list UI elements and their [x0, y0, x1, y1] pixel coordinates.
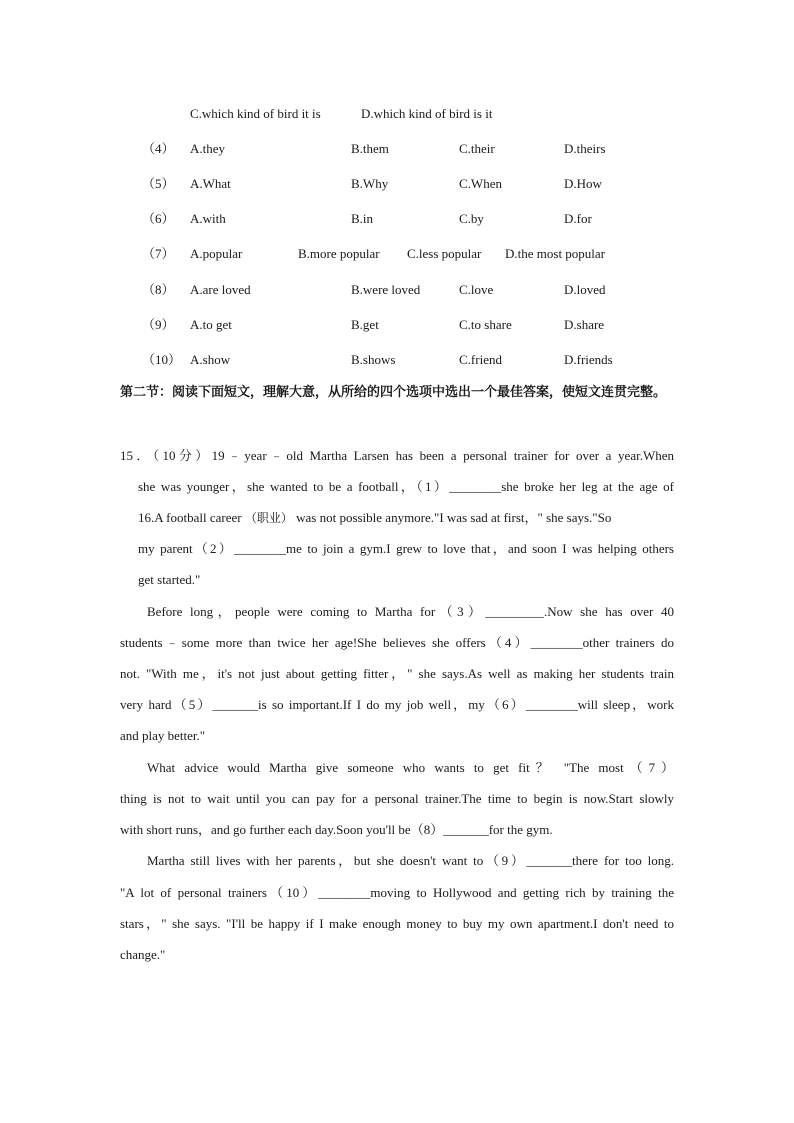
option-d: D.which kind of bird is it	[361, 106, 493, 121]
option-c: C.their	[459, 141, 495, 156]
chinese-gloss: （职业）	[244, 511, 293, 525]
passage-line: my parent（2）________me to join a gym.I grew to love that，and soon I was helping others	[138, 541, 674, 556]
passage-line: stars，" she says. "I'll be happy if I make enough money to buy my own apartment.I don't need to	[120, 916, 674, 931]
option-d: D.How	[564, 176, 602, 191]
option-c: C.When	[459, 176, 502, 191]
option-d: D.for	[564, 211, 592, 226]
passage-line: students﹣some more than twice her age!She believes she offers（4）________other trainers do	[120, 635, 674, 650]
question-number: （8）	[142, 282, 175, 297]
question-number: （6）	[142, 211, 175, 226]
option-d: D.theirs	[564, 141, 606, 156]
passage-line: change."	[120, 947, 166, 962]
option-d: D.the most popular	[505, 246, 606, 261]
option-c: C.less popular	[407, 246, 482, 261]
option-b: B.shows	[351, 352, 396, 367]
passage-line: she was younger，she wanted to be a football，（1）________she broke her leg at the age of	[138, 479, 674, 494]
option-b: B.more popular	[298, 246, 380, 261]
option-b: B.in	[351, 211, 374, 226]
option-c: C.friend	[459, 352, 502, 367]
option-a: A.popular	[190, 246, 243, 261]
passage-line: very hard（5）_______is so important.If I do my job well，my（6）________will sleep，work	[120, 697, 674, 712]
passage-line: What advice would Martha give someone who wants to get fit？ "The most（7）	[147, 760, 674, 775]
option-a: A.they	[190, 141, 226, 156]
option-c: C.love	[459, 282, 494, 297]
option-b: B.get	[351, 317, 379, 332]
option-row-4	[0, 139, 794, 159]
passage-line: with short runs，and go further each day.Soon you'll be（8）_______for the gym.	[120, 822, 553, 837]
option-d: D.share	[564, 317, 605, 332]
question-number: （9）	[142, 317, 175, 332]
passage-line: Martha still lives with her parents，but she doesn't want to（9）_______there for too long.	[147, 853, 674, 868]
option-row-6	[0, 209, 794, 229]
option-a: A.to get	[190, 317, 232, 332]
option-b: B.were loved	[351, 282, 421, 297]
option-c: C.which kind of bird it is	[190, 106, 321, 121]
option-row-3-cont	[0, 104, 794, 124]
option-row-9	[0, 315, 794, 335]
option-row-5	[0, 174, 794, 194]
option-d: D.loved	[564, 282, 606, 297]
passage-line: Before long，people were coming to Martha for（3）_________.Now she has over 40	[147, 604, 674, 619]
question-number: （5）	[142, 176, 175, 191]
question-number: （10）	[142, 352, 182, 367]
passage-line: and play better."	[120, 728, 206, 743]
option-a: A.show	[190, 352, 231, 367]
passage-line: get started."	[138, 572, 201, 587]
option-b: B.them	[351, 141, 389, 156]
option-d: D.friends	[564, 352, 613, 367]
option-row-8	[0, 280, 794, 300]
passage-line: 15．（10分）19﹣year﹣old Martha Larsen has been a personal trainer for over a year.When	[120, 448, 674, 463]
passage-line: 16.A football career （职业） was not possible anymore."I was sad at first，" she says."So	[138, 510, 612, 525]
passage-line: thing is not to wait until you can pay for a personal trainer.The time to begin is now.Start slowly	[120, 791, 674, 806]
option-c: C.to share	[459, 317, 512, 332]
question-number: （7）	[142, 246, 175, 261]
section-heading: 第二节：阅读下面短文，理解大意，从所给的四个选项中选出一个最佳答案，使短文连贯完整。	[120, 385, 667, 400]
option-a: A.What	[190, 176, 231, 191]
option-b: B.Why	[351, 176, 389, 191]
option-row-7	[0, 244, 794, 264]
option-row-10	[0, 350, 794, 370]
question-number: （4）	[142, 141, 175, 156]
option-a: A.with	[190, 211, 226, 226]
option-a: A.are loved	[190, 282, 251, 297]
passage-line: "A lot of personal trainers（10）________moving to Hollywood and getting rich by training the	[120, 885, 674, 900]
passage-line: not. "With me，it's not just about getting fitter，" she says.As well as making her students train	[120, 666, 674, 681]
option-c: C.by	[459, 211, 484, 226]
